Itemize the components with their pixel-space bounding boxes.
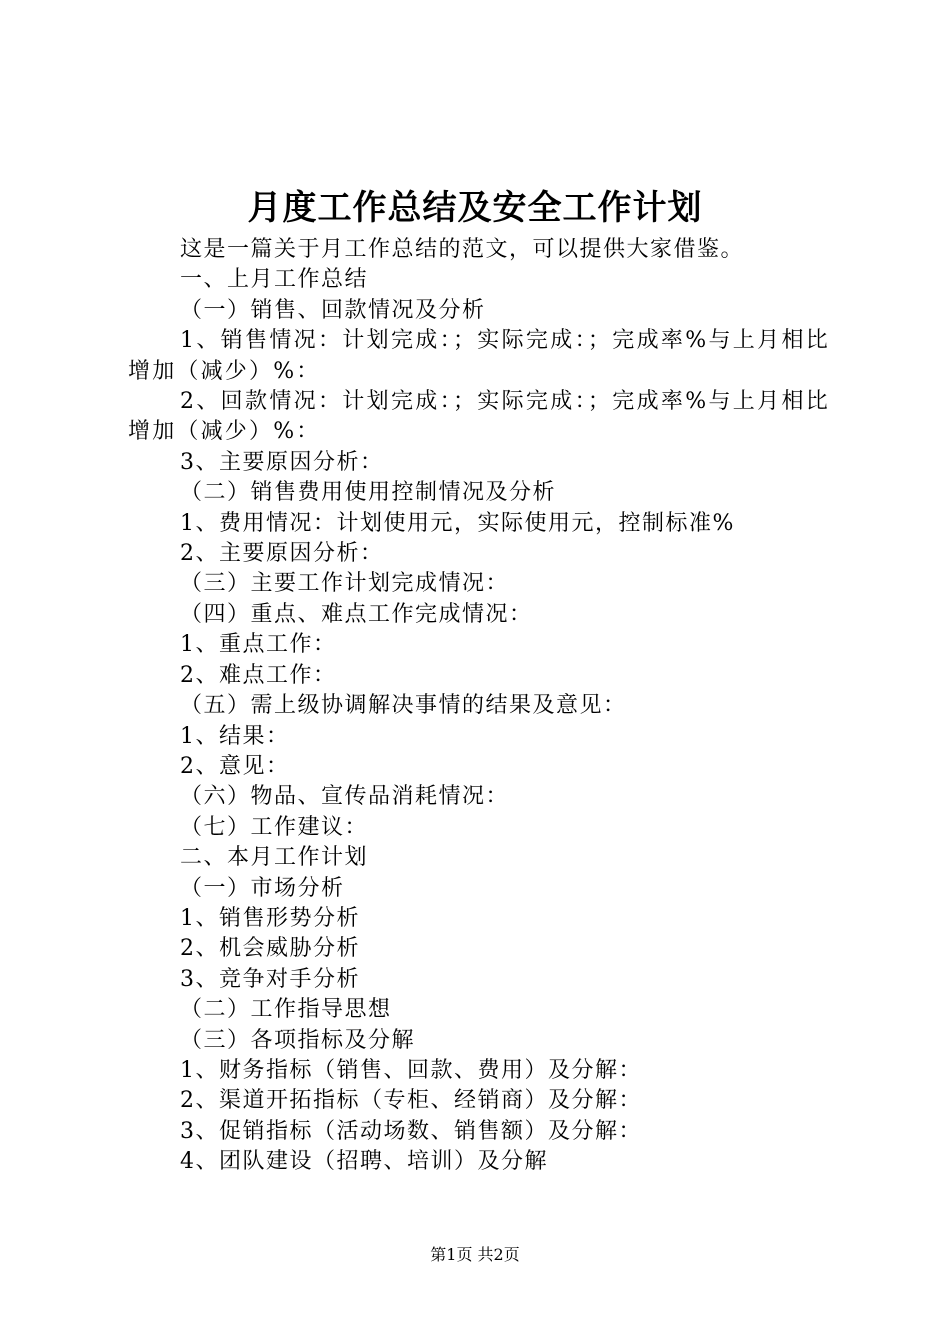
page-number-footer: 第1页 共2页 (430, 1245, 520, 1264)
paragraph: 1、结果： (180, 723, 290, 749)
paragraph: （二）销售费用使用控制情况及分析 (180, 480, 557, 506)
paragraph: 这是一篇关于月工作总结的范文，可以提供大家借鉴。 (180, 237, 745, 262)
paragraph: 3、促销指标（活动场数、销售额）及分解： (180, 1118, 642, 1144)
paragraph: 2、主要原因分析： (180, 541, 384, 567)
document-body (128, 235, 830, 1178)
paragraph: （五）需上级协调解决事情的结果及意见： (180, 693, 627, 719)
paragraph: 2、渠道开拓指标（专柜、经销商）及分解： (180, 1088, 642, 1114)
paragraph: 2、机会威胁分析 (180, 936, 360, 962)
paragraph: 一、上月工作总结 (180, 267, 369, 293)
paragraph: （二）工作指导思想 (180, 997, 392, 1023)
paragraph: 4、团队建设（招聘、培训）及分解 (180, 1149, 548, 1175)
paragraph: 3、主要原因分析： (180, 449, 384, 475)
paragraph: （四）重点、难点工作完成情况： (180, 601, 533, 627)
paragraph: （六）物品、宣传品消耗情况： (180, 784, 510, 810)
document-title: 月度工作总结及安全工作计划 (247, 188, 703, 228)
paragraph: 1、财务指标（销售、回款、费用）及分解： (180, 1057, 642, 1083)
paragraph: 2、回款情况：计划完成：；实际完成：；完成率%与上月相比增加（减少）%： (128, 389, 830, 445)
paragraph: （三）主要工作计划完成情况： (180, 571, 510, 597)
paragraph: （一）销售、回款情况及分析 (180, 297, 486, 323)
paragraph: 3、竞争对手分析 (180, 966, 360, 992)
paragraph: （三）各项指标及分解 (180, 1027, 416, 1053)
paragraph: 1、重点工作： (180, 632, 337, 658)
paragraph: （一）市场分析 (180, 875, 345, 901)
paragraph: （七）工作建议： (180, 814, 369, 840)
paragraph: 1、销售情况：计划完成：；实际完成：；完成率%与上月相比增加（减少）%： (128, 328, 830, 384)
paragraph: 1、费用情况：计划使用元，实际使用元，控制标准% (180, 510, 735, 536)
paragraph: 二、本月工作计划 (180, 845, 369, 871)
paragraph: 2、难点工作： (180, 662, 337, 688)
paragraph: 1、销售形势分析 (180, 905, 360, 931)
paragraph: 2、意见： (180, 753, 290, 779)
